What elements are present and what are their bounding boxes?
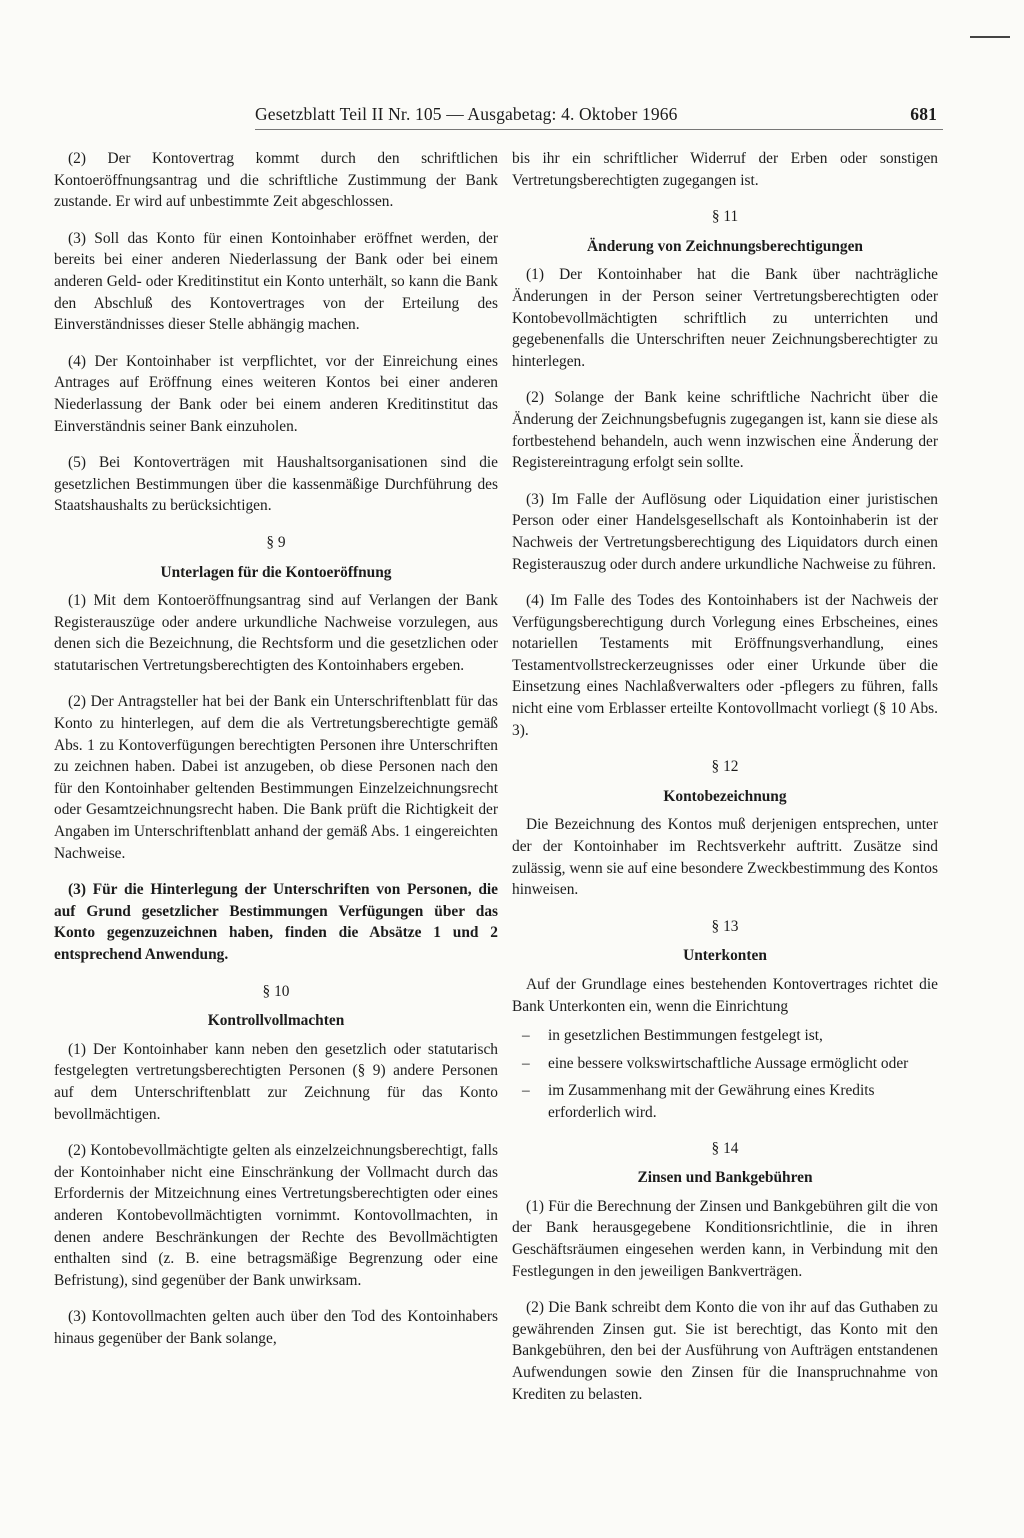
paragraph-8-5: (5) Bei Kontoverträgen mit Haushaltsorganisationen sind die gesetzlichen Bestimmungen über die kassenmäßige Durchführung des Staatshaushalts zu berücksichtigen.: [54, 454, 498, 515]
section-9-title: Unterlagen für die Kontoeröffnung: [160, 563, 392, 581]
list-item: – eine bessere volkswirtschaftliche Aussage ermöglicht oder: [512, 1053, 938, 1075]
paragraph-14-2: (2) Die Bank schreibt dem Konto die von ihr auf das Guthaben zu gewährenden Zinsen gut. Sie ist berechtigt, das Konto mit den Bankgebühren, den bei der Ausführung von Aufträgen entstandenen Aufwendungen sowie den Zinsen für die Inanspruchnahme von Krediten zu belasten.: [512, 1299, 938, 1403]
paragraph-11-2: (2) Solange der Bank keine schriftliche Nachricht über die Änderung der Zeichnungsbefugnis zugegangen ist, kann sie diese als fortbestehend behandeln, auch wenn inzwischen eine Änderung der Registereintragung erfolgt sein sollte.: [512, 389, 938, 472]
paragraph-10-2: (2) Kontobevollmächtigte gelten als einzelzeichnungsberechtigt, falls der Kontoinhaber nicht eine Einschränkung der Vollmacht durch das Erfordernis der Mitzeichnung eines Vertretungsberechtigten oder eines anderen Kontobevollmächtigten vornimmt. Kontovollmachten, in denen andere Beschränkungen der Rechte des Bevollmächtigten enthalten sind (z. B. eine betragsmäßige Begrenzung oder eine Befristung), sind gegenüber der Bank unwirksam.: [54, 1142, 498, 1289]
paragraph-8-4: (4) Der Kontoinhaber ist verpflichtet, vor der Einreichung eines Antrages auf Eröffnung eines weiteren Kontos bei einer anderen Niederlassung der Bank oder bei einem anderen Kreditinstitut das Einverständnis seiner Bank einzuholen.: [54, 352, 498, 435]
section-11-title: Änderung von Zeichnungsberechtigungen: [587, 237, 863, 255]
paragraph-11-3: (3) Im Falle der Auflösung oder Liquidation einer juristischen Person oder einer Handelsgesellschaft als Kontoinhaberin ist der Nachweis der Vertretungsberechtigung des Liquidators durch einen Registerauszug oder durch andere urkundliche Nachweise zu führen.: [512, 490, 938, 573]
paragraph-8-2: (2) Der Kontovertrag kommt durch den schriftlichen Kontoeröffnungsantrag und die schriftliche Zustimmung der Bank zustande. Er wird auf unbestimmte Zeit abgeschlossen.: [54, 150, 498, 211]
page-number: 681: [910, 104, 937, 124]
paragraph-13: Auf der Grundlage eines bestehenden Kontovertrages richtet die Bank Unterkonten ein, wenn die Einrichtung: [512, 976, 938, 1015]
paragraph-9-2: (2) Der Antragsteller hat bei der Bank ein Unterschriftenblatt für das Konto zu hinterlegen, auf dem die als Vertretungsberechtigte gemäß Abs. 1 zu Kontoverfügungen berechtigten Personen ihre Unterschriften zu zeichnen haben. Dabei ist anzugeben, ob diese Personen nach den für den Kontoinhaber geltenden Bestimmungen Einzelzeichnungsrecht oder Gesamtzeichnungsrecht haben. Die Bank prüft die Richtigkeit der Angaben im Unterschriftenblatt anhand der gemäß Abs. 1 eingereichten Nachweise.: [54, 693, 498, 862]
section-12-number: § 12: [711, 758, 739, 776]
section-14-title: Zinsen und Bankgebühren: [637, 1169, 813, 1187]
section-13-list: [512, 1025, 938, 1123]
section-10-title: Kontrollvollmachten: [207, 1012, 345, 1030]
section-13-number: § 13: [711, 917, 739, 935]
section-14-number: § 14: [711, 1139, 739, 1157]
page-header: [255, 98, 937, 126]
section-10-number: § 10: [262, 982, 290, 1000]
paragraph-11-4: (4) Im Falle des Todes des Kontoinhabers ist der Nachweis der Verfügungsberechtigung durch Vorlegung eines Erbscheines, eines notariellen Testaments mit Eröffnungsverhandlung, eines Testamentvollstreckerzeugnisses oder einer Urkunde über die Einsetzung eines Nachlaßverwalters oder -pflegers zu führen, falls nicht eine vom Erblasser erteilte Kontovollmacht vorliegt (§ 10 Abs. 3).: [512, 592, 938, 739]
right-column: [512, 148, 938, 1420]
paragraph-11-1: (1) Der Kontoinhaber hat die Bank über nachträgliche Änderungen in der Person seiner Vertretungsberechtigten oder Kontobevollmächtigten schriftlich zu unterrichten und gegebenenfalls die Unterschriften neuer Zeichnungsberechtigter zu hinterlegen.: [512, 266, 938, 370]
paragraph-10-3-continued: bis ihr ein schriftlicher Widerruf der Erben oder sonstigen Vertretungsberechtigten zugegangen ist.: [512, 150, 938, 189]
left-column: [54, 148, 498, 1365]
section-13-title: Unterkonten: [683, 947, 767, 965]
section-11-number: § 11: [711, 208, 739, 226]
paragraph-8-3: (3) Soll das Konto für einen Kontoinhaber eröffnet werden, der bereits bei einer anderen Niederlassung der Bank oder bei einem anderen Geld- oder Kreditinstitut ein Konto unterhält, so kann die Bank den Abschluß des Kontovertrages von der Erteilung des Einverständnisses dieser Stelle abhängig machen.: [54, 229, 498, 334]
section-12-title: Kontobezeichnung: [663, 787, 787, 805]
paragraph-10-3: (3) Kontovollmachten gelten auch über den Tod des Kontoinhabers hinaus gegenüber der Bank solange,: [54, 1308, 498, 1347]
list-item: – im Zusammenhang mit der Gewährung eines Kredits erforderlich wird.: [512, 1080, 938, 1123]
list-item: – in gesetzlichen Bestimmungen festgelegt ist,: [512, 1025, 938, 1047]
section-9-number: § 9: [266, 533, 286, 551]
header-title: Gesetzblatt Teil II Nr. 105 — Ausgabetag: 4. Oktober 1966: [255, 104, 678, 124]
paragraph-9-3: (3) Für die Hinterlegung der Unterschriften von Personen, die auf Grund gesetzlicher Bestimmungen Verfügungen über das Konto gegenzuzeichnen haben, finden die Absätze 1 und 2 entsprechend Anwendung.: [54, 881, 498, 963]
paragraph-14-1: (1) Für die Berechnung der Zinsen und Bankgebühren gilt die von der Bank herausgegebene Konditionsrichtlinie, die in ihren Geschäftsräumen eingesehen werden kann, in Verbindung mit den Festlegungen in den jeweiligen Bankverträgen.: [512, 1197, 938, 1280]
paragraph-12: Die Bezeichnung des Kontos muß derjenigen entsprechen, unter der der Kontoinhaber im Rechtsverkehr auftritt. Zusätze sind zulässig, wenn sie auf eine besondere Zweckbestimmung des Kontos hinweisen.: [512, 816, 938, 899]
header-rule: [255, 129, 943, 130]
scan-mark: [970, 36, 1010, 38]
paragraph-9-1: (1) Mit dem Kontoeröffnungsantrag sind auf Verlangen der Bank Registerauszüge oder andere urkundliche Nachweise vorzulegen, aus denen sich die Bezeichnung, die Rechtsform und die gesetzlichen oder statutarischen Vertretungsberechtigten des Kontoinhabers ergeben.: [54, 592, 498, 674]
paragraph-10-1: (1) Der Kontoinhaber kann neben den gesetzlich oder statutarisch festgelegten vertretungsberechtigten Personen (§ 9) andere Personen auf dem Unterschriftenblatt zur Zeichnung für das Konto bevollmächtigen.: [54, 1040, 498, 1123]
